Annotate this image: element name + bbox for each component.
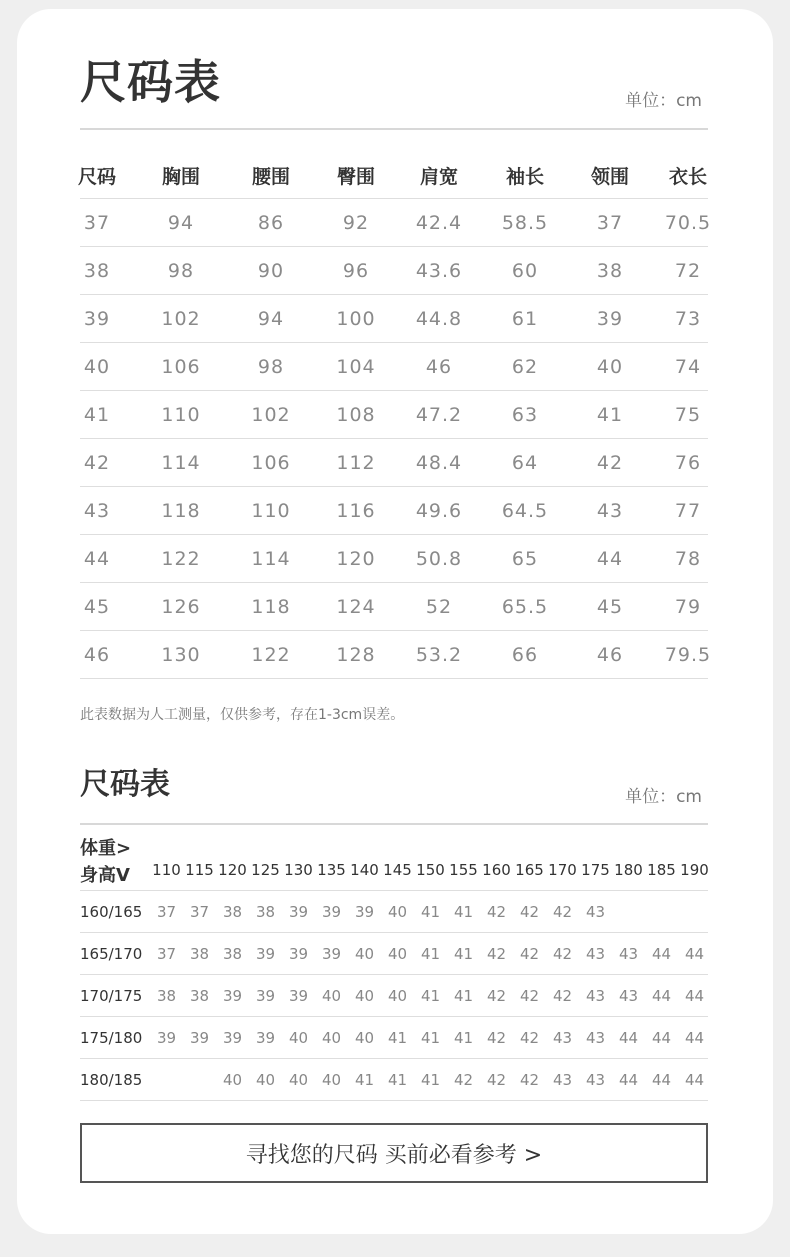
header-hip: 臀围 <box>336 165 375 188</box>
cell-shoulder: 47.2 <box>415 403 463 426</box>
cell-length: 79.5 <box>664 643 712 666</box>
size-cell: 38 <box>222 902 243 921</box>
cell-sleeve: 66 <box>511 643 539 666</box>
weight-column-header: 160 <box>482 861 511 879</box>
size-cell: 40 <box>387 986 408 1005</box>
cell-hip: 124 <box>336 595 376 618</box>
size-cell: 39 <box>288 944 309 963</box>
cell-chest: 126 <box>161 595 201 618</box>
size-cell: 41 <box>453 944 474 963</box>
unit-label-2: 单位：cm <box>625 787 702 807</box>
size-cell: 43 <box>618 944 639 963</box>
cell-chest: 98 <box>167 259 195 282</box>
cell-hip: 104 <box>336 355 376 378</box>
cell-size: 40 <box>83 355 111 378</box>
size-cell: 39 <box>255 1028 276 1047</box>
divider-2 <box>80 823 708 825</box>
size-cell: 41 <box>453 1028 474 1047</box>
weight-column-header: 150 <box>416 861 445 879</box>
size-chart-title: 尺码表 <box>80 55 221 109</box>
size-cell: 41 <box>453 902 474 921</box>
weight-column-header: 180 <box>614 861 643 879</box>
size-cell <box>183 1059 216 1100</box>
cell-size: 46 <box>83 643 111 666</box>
weight-column-header: 140 <box>350 861 379 879</box>
table-row <box>80 1059 708 1101</box>
cell-size: 42 <box>83 451 111 474</box>
weight-height-table-body <box>80 891 708 1101</box>
weight-column-header: 190 <box>680 861 709 879</box>
cell-collar: 46 <box>596 643 624 666</box>
size-cell: 40 <box>288 1028 309 1047</box>
weight-axis-label: 体重> <box>80 838 132 859</box>
cell-shoulder: 48.4 <box>415 451 463 474</box>
size-cell: 42 <box>519 944 540 963</box>
weight-height-table <box>80 828 708 1101</box>
size-cell: 37 <box>189 902 210 921</box>
size-cell: 39 <box>321 902 342 921</box>
cell-length: 79 <box>674 595 702 618</box>
header-sleeve: 袖长 <box>505 165 544 188</box>
height-label: 170/175 <box>80 986 143 1005</box>
size-cell: 38 <box>222 944 243 963</box>
size-cell: 38 <box>189 944 210 963</box>
size-cell: 44 <box>651 944 672 963</box>
table-row <box>80 439 708 487</box>
size-cell: 43 <box>552 1070 573 1089</box>
cell-hip: 100 <box>336 307 376 330</box>
cell-sleeve: 61 <box>511 307 539 330</box>
size-cell: 44 <box>684 986 705 1005</box>
cell-waist: 90 <box>257 259 285 282</box>
cell-waist: 122 <box>251 643 291 666</box>
size-cell: 40 <box>354 944 375 963</box>
cell-waist: 110 <box>251 499 291 522</box>
cell-chest: 102 <box>161 307 201 330</box>
size-cell: 40 <box>321 1070 342 1089</box>
size-cell: 44 <box>618 1028 639 1047</box>
size-cell: 44 <box>651 986 672 1005</box>
table-row <box>80 391 708 439</box>
cell-shoulder: 49.6 <box>415 499 463 522</box>
cell-chest: 130 <box>161 643 201 666</box>
size-cell: 39 <box>255 944 276 963</box>
cell-size: 44 <box>83 547 111 570</box>
size-cell: 44 <box>684 944 705 963</box>
table-row <box>80 583 708 631</box>
size-cell: 39 <box>354 902 375 921</box>
cell-collar: 45 <box>596 595 624 618</box>
cell-chest: 114 <box>161 451 201 474</box>
cell-hip: 92 <box>342 211 370 234</box>
weight-header-row <box>80 828 708 891</box>
height-label: 160/165 <box>80 902 143 921</box>
height-label: 175/180 <box>80 1028 143 1047</box>
size-cell: 43 <box>585 902 606 921</box>
size-cell: 41 <box>387 1028 408 1047</box>
cell-collar: 37 <box>596 211 624 234</box>
weight-column-header: 125 <box>251 861 280 879</box>
size-cell: 38 <box>189 986 210 1005</box>
cell-length: 70.5 <box>664 211 712 234</box>
size-cell: 41 <box>420 902 441 921</box>
cell-sleeve: 65.5 <box>501 595 549 618</box>
size-cell <box>150 1059 183 1100</box>
cell-shoulder: 50.8 <box>415 547 463 570</box>
height-label: 165/170 <box>80 944 143 963</box>
cell-chest: 118 <box>161 499 201 522</box>
cell-waist: 114 <box>251 547 291 570</box>
size-cell: 43 <box>585 986 606 1005</box>
cell-chest: 106 <box>161 355 201 378</box>
size-cell: 37 <box>156 944 177 963</box>
divider <box>80 128 708 130</box>
cell-collar: 43 <box>596 499 624 522</box>
size-cell: 42 <box>519 986 540 1005</box>
cell-size: 41 <box>83 403 111 426</box>
size-cell: 40 <box>354 1028 375 1047</box>
cell-collar: 41 <box>596 403 624 426</box>
table-row <box>80 199 712 247</box>
cell-sleeve: 58.5 <box>501 211 549 234</box>
weight-column-header: 130 <box>284 861 313 879</box>
size-cell: 39 <box>222 986 243 1005</box>
cell-size: 39 <box>83 307 111 330</box>
cell-chest: 110 <box>161 403 201 426</box>
size-cell: 42 <box>486 944 507 963</box>
cell-waist: 102 <box>251 403 291 426</box>
size-cell: 37 <box>156 902 177 921</box>
height-label: 180/185 <box>80 1070 143 1089</box>
cell-shoulder: 53.2 <box>415 643 463 666</box>
size-cell: 41 <box>354 1070 375 1089</box>
cell-size: 38 <box>83 259 111 282</box>
size-cell: 44 <box>651 1070 672 1089</box>
size-cell: 40 <box>321 1028 342 1047</box>
weight-column-header: 115 <box>185 861 214 879</box>
cell-hip: 116 <box>336 499 376 522</box>
size-cell: 40 <box>222 1070 243 1089</box>
size-cell: 40 <box>387 944 408 963</box>
cell-shoulder: 52 <box>425 595 453 618</box>
table-row <box>80 487 708 535</box>
cell-hip: 120 <box>336 547 376 570</box>
header-waist: 腰围 <box>251 165 290 188</box>
cell-length: 73 <box>674 307 702 330</box>
size-cell: 44 <box>651 1028 672 1047</box>
measurement-note: 此表数据为人工测量，仅供参考，存在1-3cm误差。 <box>80 707 405 723</box>
height-axis-label: 身高V <box>80 865 130 886</box>
size-cell <box>678 891 711 932</box>
table-row <box>80 933 708 975</box>
size-cell: 42 <box>453 1070 474 1089</box>
size-cell: 40 <box>321 986 342 1005</box>
table-row <box>80 631 712 679</box>
size-guide-button[interactable]: 寻找您的尺码 买前必看参考 > <box>80 1123 708 1183</box>
size-cell: 41 <box>420 944 441 963</box>
header-size: 尺码 <box>77 165 116 188</box>
cell-hip: 112 <box>336 451 376 474</box>
unit-label: 单位：cm <box>625 91 702 111</box>
weight-column-header: 165 <box>515 861 544 879</box>
cell-sleeve: 60 <box>511 259 539 282</box>
size-cell: 38 <box>255 902 276 921</box>
size-cell: 42 <box>486 1070 507 1089</box>
cell-sleeve: 64 <box>511 451 539 474</box>
size-cell: 39 <box>156 1028 177 1047</box>
cell-waist: 94 <box>257 307 285 330</box>
weight-column-header: 170 <box>548 861 577 879</box>
cell-shoulder: 44.8 <box>415 307 463 330</box>
size-cell: 40 <box>387 902 408 921</box>
cell-collar: 39 <box>596 307 624 330</box>
size-cell: 44 <box>684 1070 705 1089</box>
cell-size: 45 <box>83 595 111 618</box>
cell-length: 74 <box>674 355 702 378</box>
table-row <box>80 535 708 583</box>
cell-hip: 108 <box>336 403 376 426</box>
size-cell: 43 <box>585 944 606 963</box>
cell-collar: 44 <box>596 547 624 570</box>
size-cell <box>645 891 678 932</box>
measurement-table-body <box>80 199 712 679</box>
size-cell: 39 <box>189 1028 210 1047</box>
cell-length: 78 <box>674 547 702 570</box>
cell-hip: 128 <box>336 643 376 666</box>
table-row <box>80 295 708 343</box>
size-cell: 44 <box>684 1028 705 1047</box>
weight-column-header: 135 <box>317 861 346 879</box>
size-cell: 40 <box>255 1070 276 1089</box>
size-cell: 41 <box>420 1028 441 1047</box>
size-cell: 42 <box>552 944 573 963</box>
size-cell: 38 <box>156 986 177 1005</box>
size-cell: 39 <box>255 986 276 1005</box>
weight-column-header: 120 <box>218 861 247 879</box>
weight-column-header: 155 <box>449 861 478 879</box>
size-cell: 39 <box>288 902 309 921</box>
cell-length: 77 <box>674 499 702 522</box>
size-cell: 42 <box>552 902 573 921</box>
size-cell: 42 <box>519 902 540 921</box>
weight-column-header: 185 <box>647 861 676 879</box>
cell-length: 72 <box>674 259 702 282</box>
size-cell: 41 <box>387 1070 408 1089</box>
size-cell: 42 <box>486 1028 507 1047</box>
size-cell: 41 <box>420 1070 441 1089</box>
cell-collar: 42 <box>596 451 624 474</box>
weight-column-header: 175 <box>581 861 610 879</box>
size-cell: 43 <box>585 1070 606 1089</box>
size-cell <box>612 891 645 932</box>
cell-sleeve: 64.5 <box>501 499 549 522</box>
size-cell: 43 <box>585 1028 606 1047</box>
cell-collar: 38 <box>596 259 624 282</box>
size-cell: 40 <box>354 986 375 1005</box>
cell-sleeve: 65 <box>511 547 539 570</box>
size-cell: 43 <box>552 1028 573 1047</box>
cell-waist: 118 <box>251 595 291 618</box>
cell-waist: 86 <box>257 211 285 234</box>
header-collar: 领围 <box>590 165 629 188</box>
table-row <box>80 975 708 1017</box>
table-row <box>80 1017 708 1059</box>
cell-waist: 98 <box>257 355 285 378</box>
size-cell: 40 <box>288 1070 309 1089</box>
cell-chest: 122 <box>161 547 201 570</box>
cell-size: 43 <box>83 499 111 522</box>
size-cell: 39 <box>288 986 309 1005</box>
cell-waist: 106 <box>251 451 291 474</box>
cell-sleeve: 62 <box>511 355 539 378</box>
weight-column-header: 145 <box>383 861 412 879</box>
table-row <box>80 891 708 933</box>
size-cell: 41 <box>453 986 474 1005</box>
size-cell: 42 <box>519 1028 540 1047</box>
cell-shoulder: 42.4 <box>415 211 463 234</box>
size-cell: 42 <box>486 902 507 921</box>
table-row <box>80 247 708 295</box>
header-shoulder: 肩宽 <box>419 165 458 188</box>
header-length: 衣长 <box>668 165 707 188</box>
cell-shoulder: 46 <box>425 355 453 378</box>
cell-shoulder: 43.6 <box>415 259 463 282</box>
cell-collar: 40 <box>596 355 624 378</box>
size-cell: 41 <box>420 986 441 1005</box>
weight-height-title: 尺码表 <box>80 767 170 802</box>
cell-length: 76 <box>674 451 702 474</box>
size-cell: 42 <box>552 986 573 1005</box>
size-cell: 43 <box>618 986 639 1005</box>
cell-hip: 96 <box>342 259 370 282</box>
size-cell: 39 <box>222 1028 243 1047</box>
size-cell: 42 <box>519 1070 540 1089</box>
table-row <box>80 343 708 391</box>
cell-chest: 94 <box>167 211 195 234</box>
size-cell: 42 <box>486 986 507 1005</box>
cell-size: 37 <box>83 211 111 234</box>
cell-length: 75 <box>674 403 702 426</box>
measurement-table <box>77 152 712 679</box>
size-cell: 39 <box>321 944 342 963</box>
weight-column-header: 110 <box>152 861 181 879</box>
header-chest: 胸围 <box>161 165 200 188</box>
cell-sleeve: 63 <box>511 403 539 426</box>
size-cell: 44 <box>618 1070 639 1089</box>
table-header-row <box>77 152 708 199</box>
